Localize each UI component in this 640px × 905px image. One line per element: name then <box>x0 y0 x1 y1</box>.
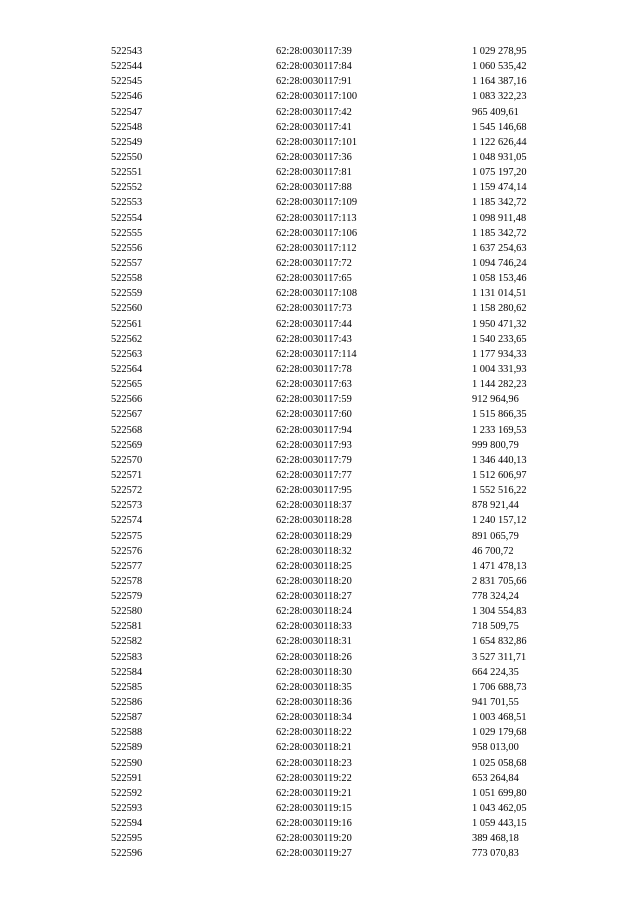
row-number: 522568 <box>111 424 143 436</box>
table-row <box>111 74 591 89</box>
cadastral-number: 62:28:0030117:72 <box>276 257 352 269</box>
cadastral-value: 1 471 478,13 <box>472 560 527 572</box>
row-number: 522590 <box>111 757 143 769</box>
cadastral-number: 62:28:0030117:41 <box>276 121 352 133</box>
cadastral-value: 878 921,44 <box>472 500 519 512</box>
cadastral-number: 62:28:0030117:88 <box>276 182 352 194</box>
table-row <box>111 301 591 316</box>
table-row <box>111 574 591 589</box>
cadastral-number: 62:28:0030117:93 <box>276 439 352 451</box>
table-row <box>111 544 591 559</box>
cadastral-number: 62:28:0030117:94 <box>276 424 352 436</box>
cadastral-number: 62:28:0030117:59 <box>276 394 352 406</box>
cadastral-value: 941 701,55 <box>472 697 519 709</box>
row-number: 522580 <box>111 606 143 618</box>
cadastral-value: 1 545 146,68 <box>472 121 527 133</box>
table-row <box>111 710 591 725</box>
cadastral-value: 1 059 443,15 <box>472 818 527 830</box>
row-number: 522596 <box>111 848 143 860</box>
cadastral-value: 1 512 606,97 <box>472 469 527 481</box>
row-number: 522572 <box>111 485 143 497</box>
row-number: 522545 <box>111 76 143 88</box>
table-row <box>111 180 591 195</box>
cadastral-value: 1 158 280,62 <box>472 303 527 315</box>
cadastral-number: 62:28:0030117:63 <box>276 379 352 391</box>
row-number: 522574 <box>111 515 143 527</box>
table-row <box>111 453 591 468</box>
cadastral-value: 1 131 014,51 <box>472 288 527 300</box>
row-number: 522589 <box>111 742 143 754</box>
cadastral-number: 62:28:0030118:24 <box>276 606 352 618</box>
table-row <box>111 680 591 695</box>
table-row <box>111 725 591 740</box>
cadastral-value: 1 177 934,33 <box>472 348 527 360</box>
cadastral-value: 1 515 866,35 <box>472 409 527 421</box>
row-number: 522554 <box>111 212 143 224</box>
cadastral-value: 1 164 387,16 <box>472 76 527 88</box>
row-number: 522584 <box>111 666 143 678</box>
cadastral-value: 1 098 911,48 <box>472 212 527 224</box>
row-number: 522546 <box>111 91 143 103</box>
table-row <box>111 377 591 392</box>
cadastral-value: 1 048 931,05 <box>472 151 527 163</box>
cadastral-value: 1 304 554,83 <box>472 606 527 618</box>
row-number: 522549 <box>111 136 143 148</box>
cadastral-number: 62:28:0030118:36 <box>276 697 352 709</box>
row-number: 522591 <box>111 772 143 784</box>
cadastral-value: 1 706 688,73 <box>472 681 527 693</box>
table-row <box>111 407 591 422</box>
table-row <box>111 786 591 801</box>
cadastral-value: 1 083 322,23 <box>472 91 527 103</box>
cadastral-number: 62:28:0030117:39 <box>276 46 352 57</box>
cadastral-number: 62:28:0030117:95 <box>276 485 352 497</box>
row-number: 522575 <box>111 530 143 542</box>
cadastral-value: 1 094 746,24 <box>472 257 527 269</box>
table-row <box>111 59 591 74</box>
cadastral-number: 62:28:0030119:21 <box>276 787 352 799</box>
cadastral-value: 1 540 233,65 <box>472 333 527 345</box>
cadastral-number: 62:28:0030117:78 <box>276 363 352 375</box>
row-number: 522577 <box>111 560 143 572</box>
cadastral-value-table <box>111 44 591 862</box>
cadastral-value: 965 409,61 <box>472 106 519 118</box>
table-row <box>111 317 591 332</box>
row-number: 522560 <box>111 303 143 315</box>
row-number: 522582 <box>111 636 143 648</box>
cadastral-number: 62:28:0030118:30 <box>276 666 352 678</box>
row-number: 522583 <box>111 651 143 663</box>
table-row <box>111 771 591 786</box>
cadastral-number: 62:28:0030119:27 <box>276 848 352 860</box>
row-number: 522558 <box>111 273 143 285</box>
cadastral-number: 62:28:0030117:114 <box>276 348 357 360</box>
row-number: 522548 <box>111 121 143 133</box>
table-row <box>111 195 591 210</box>
cadastral-number: 62:28:0030119:15 <box>276 803 352 815</box>
table-row <box>111 120 591 135</box>
table-row <box>111 619 591 634</box>
cadastral-value: 1 003 468,51 <box>472 712 527 724</box>
row-number: 522573 <box>111 500 143 512</box>
cadastral-value: 912 964,96 <box>472 394 519 406</box>
table-row <box>111 513 591 528</box>
cadastral-number: 62:28:0030118:33 <box>276 621 352 633</box>
cadastral-value: 1 950 471,32 <box>472 318 527 330</box>
table-row <box>111 423 591 438</box>
row-number: 522559 <box>111 288 143 300</box>
cadastral-number: 62:28:0030118:35 <box>276 681 352 693</box>
cadastral-value: 1 637 254,63 <box>472 242 527 254</box>
cadastral-value: 1 025 058,68 <box>472 757 527 769</box>
table-row <box>111 831 591 846</box>
cadastral-number: 62:28:0030118:20 <box>276 575 352 587</box>
row-number: 522569 <box>111 439 143 451</box>
cadastral-value: 3 527 311,71 <box>472 651 527 663</box>
cadastral-number: 62:28:0030118:28 <box>276 515 352 527</box>
cadastral-number: 62:28:0030118:32 <box>276 545 352 557</box>
row-number: 522587 <box>111 712 143 724</box>
row-number: 522561 <box>111 318 143 330</box>
row-number: 522564 <box>111 363 143 375</box>
row-number: 522563 <box>111 348 143 360</box>
row-number: 522550 <box>111 151 143 163</box>
cadastral-value: 773 070,83 <box>472 848 519 860</box>
table-row <box>111 286 591 301</box>
table-row <box>111 271 591 286</box>
table-row <box>111 226 591 241</box>
table-row <box>111 756 591 771</box>
row-number: 522552 <box>111 182 143 194</box>
row-number: 522593 <box>111 803 143 815</box>
cadastral-number: 62:28:0030117:113 <box>276 212 357 224</box>
cadastral-number: 62:28:0030119:22 <box>276 772 352 784</box>
row-number: 522567 <box>111 409 143 421</box>
cadastral-number: 62:28:0030119:16 <box>276 818 352 830</box>
cadastral-number: 62:28:0030118:25 <box>276 560 352 572</box>
row-number: 522553 <box>111 197 143 209</box>
table-row <box>111 89 591 104</box>
table-row <box>111 695 591 710</box>
cadastral-number: 62:28:0030117:81 <box>276 167 352 179</box>
table-row <box>111 665 591 680</box>
table-row <box>111 468 591 483</box>
cadastral-number: 62:28:0030117:36 <box>276 151 352 163</box>
table-row <box>111 816 591 831</box>
cadastral-number: 62:28:0030119:20 <box>276 833 352 845</box>
cadastral-value: 999 800,79 <box>472 439 519 451</box>
cadastral-value: 664 224,35 <box>472 666 519 678</box>
cadastral-value: 1 233 169,53 <box>472 424 527 436</box>
cadastral-value: 1 185 342,72 <box>472 227 527 239</box>
table-row <box>111 438 591 453</box>
cadastral-value: 891 065,79 <box>472 530 519 542</box>
cadastral-value: 1 144 282,23 <box>472 379 527 391</box>
table-row <box>111 392 591 407</box>
cadastral-value: 1 029 179,68 <box>472 727 527 739</box>
table-row <box>111 650 591 665</box>
cadastral-number: 62:28:0030117:106 <box>276 227 358 239</box>
row-number: 522581 <box>111 621 143 633</box>
cadastral-value: 1 654 832,86 <box>472 636 527 648</box>
cadastral-number: 62:28:0030117:112 <box>276 242 357 254</box>
row-number: 522556 <box>111 242 143 254</box>
cadastral-number: 62:28:0030117:65 <box>276 273 352 285</box>
cadastral-number: 62:28:0030118:37 <box>276 500 352 512</box>
cadastral-number: 62:28:0030118:29 <box>276 530 352 542</box>
row-number: 522570 <box>111 454 143 466</box>
cadastral-number: 62:28:0030117:79 <box>276 454 352 466</box>
row-number: 522547 <box>111 106 143 118</box>
cadastral-number: 62:28:0030117:108 <box>276 288 358 300</box>
table-row <box>111 256 591 271</box>
table-row <box>111 846 591 861</box>
row-number: 522586 <box>111 697 143 709</box>
table-row <box>111 105 591 120</box>
cadastral-value: 653 264,84 <box>472 772 519 784</box>
cadastral-value: 1 122 626,44 <box>472 136 527 148</box>
table-row <box>111 165 591 180</box>
table-row <box>111 559 591 574</box>
table-row <box>111 634 591 649</box>
cadastral-value: 1 029 278,95 <box>472 46 527 57</box>
row-number: 522579 <box>111 591 143 603</box>
cadastral-number: 62:28:0030117:44 <box>276 318 352 330</box>
row-number: 522544 <box>111 61 143 73</box>
table-row <box>111 211 591 226</box>
cadastral-number: 62:28:0030118:34 <box>276 712 352 724</box>
row-number: 522585 <box>111 681 143 693</box>
cadastral-number: 62:28:0030118:22 <box>276 727 352 739</box>
cadastral-value: 778 324,24 <box>472 591 519 603</box>
cadastral-number: 62:28:0030117:43 <box>276 333 352 345</box>
cadastral-value: 1 051 699,80 <box>472 787 527 799</box>
row-number: 522595 <box>111 833 143 845</box>
cadastral-number: 62:28:0030117:101 <box>276 136 358 148</box>
table-row <box>111 135 591 150</box>
cadastral-number: 62:28:0030117:109 <box>276 197 358 209</box>
cadastral-number: 62:28:0030117:42 <box>276 106 352 118</box>
row-number: 522566 <box>111 394 143 406</box>
row-number: 522571 <box>111 469 143 481</box>
cadastral-number: 62:28:0030117:77 <box>276 469 352 481</box>
cadastral-number: 62:28:0030118:21 <box>276 742 352 754</box>
cadastral-value: 1 043 462,05 <box>472 803 527 815</box>
row-number: 522562 <box>111 333 143 345</box>
cadastral-number: 62:28:0030118:31 <box>276 636 352 648</box>
row-number: 522565 <box>111 379 143 391</box>
cadastral-value: 1 240 157,12 <box>472 515 527 527</box>
cadastral-value: 1 185 342,72 <box>472 197 527 209</box>
row-number: 522592 <box>111 787 143 799</box>
cadastral-value: 1 159 474,14 <box>472 182 527 194</box>
cadastral-number: 62:28:0030117:73 <box>276 303 352 315</box>
table-row <box>111 241 591 256</box>
cadastral-number: 62:28:0030118:27 <box>276 591 352 603</box>
row-number: 522588 <box>111 727 143 739</box>
cadastral-value: 958 013,00 <box>472 742 519 754</box>
cadastral-value: 2 831 705,66 <box>472 575 527 587</box>
table-row <box>111 347 591 362</box>
row-number: 522578 <box>111 575 143 587</box>
row-number: 522594 <box>111 818 143 830</box>
cadastral-number: 62:28:0030118:26 <box>276 651 352 663</box>
row-number: 522576 <box>111 545 143 557</box>
table-row <box>111 604 591 619</box>
table-row <box>111 589 591 604</box>
table-row <box>111 498 591 513</box>
table-row <box>111 150 591 165</box>
cadastral-value: 718 509,75 <box>472 621 519 633</box>
table-row <box>111 332 591 347</box>
cadastral-number: 62:28:0030118:23 <box>276 757 352 769</box>
table-row <box>111 44 591 59</box>
cadastral-number: 62:28:0030117:60 <box>276 409 352 421</box>
row-number: 522543 <box>111 46 143 57</box>
cadastral-number: 62:28:0030117:100 <box>276 91 358 103</box>
row-number: 522555 <box>111 227 143 239</box>
cadastral-value: 1 060 535,42 <box>472 61 527 73</box>
row-number: 522551 <box>111 167 143 179</box>
cadastral-number: 62:28:0030117:91 <box>276 76 352 88</box>
cadastral-number: 62:28:0030117:84 <box>276 61 352 73</box>
table-row <box>111 483 591 498</box>
cadastral-value: 46 700,72 <box>472 545 514 557</box>
table-row <box>111 740 591 755</box>
row-number: 522557 <box>111 257 143 269</box>
cadastral-value: 1 346 440,13 <box>472 454 527 466</box>
cadastral-value: 1 552 516,22 <box>472 485 527 497</box>
cadastral-value: 1 058 153,46 <box>472 273 527 285</box>
table-row <box>111 362 591 377</box>
cadastral-value: 1 075 197,20 <box>472 167 527 179</box>
table-row <box>111 529 591 544</box>
cadastral-value: 389 468,18 <box>472 833 519 845</box>
table-row <box>111 801 591 816</box>
cadastral-value: 1 004 331,93 <box>472 363 527 375</box>
